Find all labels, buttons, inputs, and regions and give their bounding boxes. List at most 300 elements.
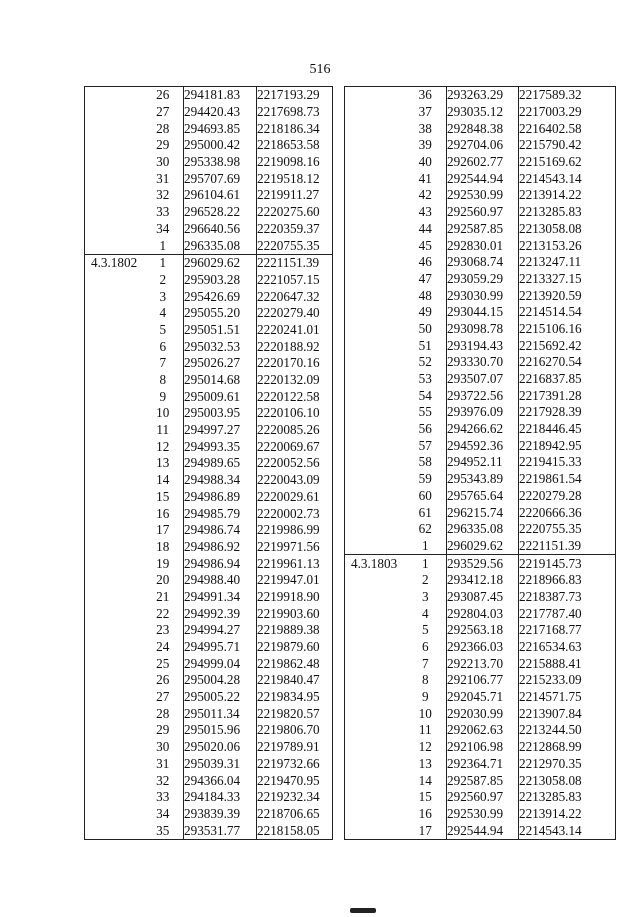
x-coordinate-cell: 295903.28: [184, 272, 257, 289]
x-coordinate-cell: 295005.22: [184, 689, 257, 706]
area-label-cell: [345, 454, 405, 471]
point-number-cell: 44: [418, 220, 432, 236]
x-coordinate-cell: 295026.27: [184, 355, 257, 372]
x-coordinate-cell: 295004.28: [184, 672, 257, 689]
point-number-cell: 28: [156, 120, 170, 136]
x-coordinate-cell: 294985.79: [184, 505, 257, 522]
x-coordinate-cell: 294366.04: [184, 772, 257, 789]
y-coordinate-cell: 2220069.67: [257, 438, 333, 455]
y-coordinate-cell: 2220755.35: [257, 237, 333, 254]
area-label-cell: [345, 655, 405, 672]
y-coordinate-cell: 2219415.33: [519, 454, 616, 471]
y-coordinate-cell: 2219145.73: [519, 555, 616, 572]
table-row: [85, 87, 333, 104]
y-coordinate-cell: 2216837.85: [519, 371, 616, 388]
area-label-cell: [85, 120, 143, 137]
table-row: [345, 170, 616, 187]
area-label-cell: [345, 154, 405, 171]
table-row: [345, 204, 616, 221]
y-coordinate-cell: 2215790.42: [519, 137, 616, 154]
x-coordinate-cell: 294266.62: [447, 421, 519, 438]
point-number-cell: 27: [156, 689, 170, 705]
x-coordinate-cell: 295039.31: [184, 756, 257, 773]
area-label-cell: [345, 538, 405, 555]
y-coordinate-cell: 2216402.58: [519, 120, 616, 137]
y-coordinate-cell: 2220275.60: [257, 204, 333, 221]
y-coordinate-cell: 2217193.29: [257, 87, 333, 104]
point-number-cell: 43: [418, 204, 432, 220]
table-row: [85, 472, 333, 489]
scan-mark: [350, 908, 376, 913]
y-coordinate-cell: 2212970.35: [519, 756, 616, 773]
x-coordinate-cell: 296104.61: [184, 187, 257, 204]
table-row: [85, 756, 333, 773]
area-label-cell: [345, 622, 405, 639]
x-coordinate-cell: 294995.71: [184, 639, 257, 656]
table-row: [345, 572, 616, 589]
table-row: [345, 521, 616, 538]
y-coordinate-cell: 2219911.27: [257, 187, 333, 204]
table-row: [345, 254, 616, 271]
table-row: [345, 404, 616, 421]
point-number-cell: 13: [418, 755, 432, 771]
y-coordinate-cell: 2218158.05: [257, 822, 333, 839]
x-coordinate-cell: 292366.03: [447, 639, 519, 656]
area-label-cell: [345, 822, 405, 839]
table-row: [85, 555, 333, 572]
area-label-cell: [85, 789, 143, 806]
area-label-cell: [345, 572, 405, 589]
area-label-cell: [345, 789, 405, 806]
x-coordinate-cell: 293044.15: [447, 304, 519, 321]
x-coordinate-cell: 292030.99: [447, 705, 519, 722]
area-label-cell: [85, 388, 143, 405]
table-row: [85, 120, 333, 137]
point-number-cell: 3: [159, 288, 167, 304]
area-label-cell: [85, 572, 143, 589]
table-row: [345, 337, 616, 354]
y-coordinate-cell: 2218653.58: [257, 137, 333, 154]
table-row: [85, 539, 333, 556]
x-coordinate-cell: 296528.22: [184, 204, 257, 221]
y-coordinate-cell: 2215106.16: [519, 321, 616, 338]
y-coordinate-cell: 2215233.09: [519, 672, 616, 689]
table-row: [85, 254, 333, 271]
area-label-cell: [85, 672, 143, 689]
x-coordinate-cell: 292560.97: [447, 204, 519, 221]
point-number-cell: 32: [156, 187, 170, 203]
table-row: [85, 272, 333, 289]
y-coordinate-cell: 2219732.66: [257, 756, 333, 773]
x-coordinate-cell: 295000.42: [184, 137, 257, 154]
y-coordinate-cell: 2219820.57: [257, 705, 333, 722]
y-coordinate-cell: 2219971.56: [257, 539, 333, 556]
x-coordinate-cell: 293529.56: [447, 555, 519, 572]
x-coordinate-cell: 295015.96: [184, 722, 257, 739]
table-row: [85, 170, 333, 187]
point-number-cell: 14: [156, 472, 170, 488]
y-coordinate-cell: 2220241.01: [257, 322, 333, 339]
table-row: [85, 104, 333, 121]
x-coordinate-cell: 294693.85: [184, 120, 257, 137]
table-row: [345, 739, 616, 756]
table-row: [345, 304, 616, 321]
area-label-cell: [345, 772, 405, 789]
table-row: [85, 187, 333, 204]
x-coordinate-cell: 296335.08: [184, 237, 257, 254]
y-coordinate-cell: 2220170.16: [257, 355, 333, 372]
area-label-cell: [85, 605, 143, 622]
table-row: [345, 287, 616, 304]
y-coordinate-cell: 2220647.32: [257, 288, 333, 305]
y-coordinate-cell: 2218706.65: [257, 806, 333, 823]
y-coordinate-cell: 2213153.26: [519, 237, 616, 254]
point-number-cell: 5: [159, 321, 167, 337]
area-label-cell: [345, 404, 405, 421]
point-number-cell: 33: [156, 204, 170, 220]
y-coordinate-cell: 2218966.83: [519, 572, 616, 589]
x-coordinate-cell: 293030.99: [447, 287, 519, 304]
area-label-cell: [85, 221, 143, 238]
point-number-cell: 37: [418, 104, 432, 120]
area-label-cell: [85, 372, 143, 389]
x-coordinate-cell: 292106.98: [447, 739, 519, 756]
table-row: [345, 639, 616, 656]
x-coordinate-cell: 295051.51: [184, 322, 257, 339]
y-coordinate-cell: 2220188.92: [257, 338, 333, 355]
y-coordinate-cell: 2220132.09: [257, 372, 333, 389]
point-number-cell: 28: [156, 705, 170, 721]
point-number-cell: 10: [156, 405, 170, 421]
y-coordinate-cell: 2221057.15: [257, 272, 333, 289]
point-number-cell: 45: [418, 237, 432, 253]
area-label-cell: [85, 187, 143, 204]
coordinates-table-left: [84, 86, 333, 840]
x-coordinate-cell: 293098.78: [447, 321, 519, 338]
x-coordinate-cell: 293059.29: [447, 271, 519, 288]
area-label-cell: [85, 322, 143, 339]
table-row: [345, 221, 616, 238]
table-row: [345, 806, 616, 823]
table-row: [85, 655, 333, 672]
point-number-cell: 2: [159, 271, 167, 287]
point-number-cell: 30: [156, 154, 170, 170]
table-row: [345, 722, 616, 739]
y-coordinate-cell: 2214514.54: [519, 304, 616, 321]
table-row: [345, 120, 616, 137]
point-number-cell: 18: [156, 538, 170, 554]
table-row: [85, 388, 333, 405]
table-row: [345, 756, 616, 773]
x-coordinate-cell: 295020.06: [184, 739, 257, 756]
x-coordinate-cell: 292602.77: [447, 154, 519, 171]
table-row: [345, 471, 616, 488]
table-row: [85, 772, 333, 789]
area-label-cell: [345, 170, 405, 187]
point-number-cell: 31: [156, 170, 170, 186]
table-row: [85, 204, 333, 221]
table-row: [345, 387, 616, 404]
y-coordinate-cell: 2213247.11: [519, 254, 616, 271]
point-number-cell: 8: [159, 372, 167, 388]
point-number-cell: 22: [156, 605, 170, 621]
table-row: [85, 489, 333, 506]
y-coordinate-cell: 2217391.28: [519, 387, 616, 404]
point-number-cell: 20: [156, 572, 170, 588]
area-label-cell: [85, 438, 143, 455]
x-coordinate-cell: 293412.18: [447, 572, 519, 589]
x-coordinate-cell: 292544.94: [447, 170, 519, 187]
point-number-cell: 16: [418, 805, 432, 821]
area-label-cell: [345, 304, 405, 321]
y-coordinate-cell: 2213058.08: [519, 221, 616, 238]
area-label-cell: [85, 489, 143, 506]
area-label-cell: [345, 187, 405, 204]
y-coordinate-cell: 2216270.54: [519, 354, 616, 371]
table-row: [85, 572, 333, 589]
table-row: [85, 822, 333, 839]
table-row: [345, 87, 616, 104]
table-row: [85, 137, 333, 154]
x-coordinate-cell: 292213.70: [447, 655, 519, 672]
area-label-cell: [85, 355, 143, 372]
area-label-cell: [345, 672, 405, 689]
table-row: [85, 622, 333, 639]
table-row: [85, 305, 333, 322]
point-number-cell: 29: [156, 137, 170, 153]
area-label-cell: [345, 806, 405, 823]
y-coordinate-cell: 2220279.28: [519, 488, 616, 505]
table-row: [85, 288, 333, 305]
y-coordinate-cell: 2219098.16: [257, 154, 333, 171]
table-row: [345, 622, 616, 639]
y-coordinate-cell: 2219986.99: [257, 522, 333, 539]
area-label-cell: [345, 605, 405, 622]
table-row: [345, 321, 616, 338]
x-coordinate-cell: 292530.99: [447, 187, 519, 204]
x-coordinate-cell: 295003.95: [184, 405, 257, 422]
area-label-cell: [345, 321, 405, 338]
x-coordinate-cell: 296640.56: [184, 221, 257, 238]
table-row: [345, 689, 616, 706]
area-label-cell: [85, 822, 143, 839]
x-coordinate-cell: 295343.89: [447, 471, 519, 488]
x-coordinate-cell: 292563.18: [447, 622, 519, 639]
point-number-cell: 62: [418, 521, 432, 537]
y-coordinate-cell: 2217003.29: [519, 104, 616, 121]
table-row: [85, 605, 333, 622]
x-coordinate-cell: 296335.08: [447, 521, 519, 538]
table-row: [85, 806, 333, 823]
y-coordinate-cell: 2214543.14: [519, 170, 616, 187]
x-coordinate-cell: 293976.09: [447, 404, 519, 421]
x-coordinate-cell: 296029.62: [447, 538, 519, 555]
table-row: [345, 538, 616, 555]
point-number-cell: 36: [405, 87, 447, 104]
area-label-cell: [345, 705, 405, 722]
x-coordinate-cell: 294993.35: [184, 438, 257, 455]
point-number-cell: 12: [156, 438, 170, 454]
point-number-cell: 7: [421, 655, 429, 671]
y-coordinate-cell: 2212868.99: [519, 739, 616, 756]
table-row: [345, 271, 616, 288]
table-row: [345, 421, 616, 438]
point-number-cell: 11: [418, 722, 432, 738]
x-coordinate-cell: 292544.94: [447, 822, 519, 839]
y-coordinate-cell: 2219518.12: [257, 170, 333, 187]
y-coordinate-cell: 2213914.22: [519, 187, 616, 204]
y-coordinate-cell: 2220279.40: [257, 305, 333, 322]
table-row: [345, 437, 616, 454]
point-number-cell: 61: [418, 504, 432, 520]
area-label-cell: [345, 722, 405, 739]
point-number-cell: 31: [156, 755, 170, 771]
point-number-cell: 34: [156, 220, 170, 236]
x-coordinate-cell: 292062.63: [447, 722, 519, 739]
table-row: [345, 504, 616, 521]
area-label-cell: [345, 287, 405, 304]
point-number-cell: 16: [156, 505, 170, 521]
y-coordinate-cell: 2220002.73: [257, 505, 333, 522]
x-coordinate-cell: 294986.74: [184, 522, 257, 539]
table-row: [345, 154, 616, 171]
y-coordinate-cell: 2220106.10: [257, 405, 333, 422]
area-label-cell: [85, 539, 143, 556]
point-number-cell: 9: [159, 388, 167, 404]
point-number-cell: 30: [156, 739, 170, 755]
y-coordinate-cell: 2218942.95: [519, 437, 616, 454]
point-number-cell: 26: [156, 672, 170, 688]
x-coordinate-cell: 293330.70: [447, 354, 519, 371]
y-coordinate-cell: 2219961.13: [257, 555, 333, 572]
point-number-cell: 35: [143, 822, 184, 839]
point-number-cell: 39: [418, 137, 432, 153]
y-coordinate-cell: 2218186.34: [257, 120, 333, 137]
area-label-cell: [85, 104, 143, 121]
point-number-cell: 51: [418, 337, 432, 353]
x-coordinate-cell: 293531.77: [184, 822, 257, 839]
y-coordinate-cell: 2219834.95: [257, 689, 333, 706]
y-coordinate-cell: 2213327.15: [519, 271, 616, 288]
area-label-cell: [85, 705, 143, 722]
area-label-cell: [345, 589, 405, 606]
area-label-cell: [345, 521, 405, 538]
x-coordinate-cell: 295032.53: [184, 338, 257, 355]
point-number-cell: 60: [418, 487, 432, 503]
x-coordinate-cell: 293068.74: [447, 254, 519, 271]
table-row: [85, 338, 333, 355]
x-coordinate-cell: 292848.38: [447, 120, 519, 137]
y-coordinate-cell: 2215692.42: [519, 337, 616, 354]
x-coordinate-cell: 294988.40: [184, 572, 257, 589]
point-number-cell: 26: [143, 87, 184, 104]
point-number-cell: 50: [418, 320, 432, 336]
y-coordinate-cell: 2220359.37: [257, 221, 333, 238]
table-row: [85, 589, 333, 606]
point-number-cell: 1: [143, 254, 184, 271]
y-coordinate-cell: 2219840.47: [257, 672, 333, 689]
area-label-cell: [85, 772, 143, 789]
table-row: [85, 405, 333, 422]
table-row: [345, 488, 616, 505]
x-coordinate-cell: 292704.06: [447, 137, 519, 154]
table-row: [345, 354, 616, 371]
table-row: [345, 555, 616, 572]
point-number-cell: 6: [159, 338, 167, 354]
table-row: [345, 789, 616, 806]
point-number-cell: 8: [421, 672, 429, 688]
area-label-cell: 4.3.1802: [85, 254, 143, 271]
point-number-cell: 10: [418, 705, 432, 721]
table-row: [345, 237, 616, 254]
point-number-cell: 34: [156, 805, 170, 821]
point-number-cell: 7: [159, 355, 167, 371]
y-coordinate-cell: 2220755.35: [519, 521, 616, 538]
area-label-cell: [345, 371, 405, 388]
x-coordinate-cell: 294952.11: [447, 454, 519, 471]
y-coordinate-cell: 2219918.90: [257, 589, 333, 606]
coordinates-table-right: [344, 86, 616, 840]
x-coordinate-cell: 292587.85: [447, 221, 519, 238]
y-coordinate-cell: 2213285.83: [519, 204, 616, 221]
table-row: [345, 589, 616, 606]
table-row: [345, 672, 616, 689]
area-label-cell: [85, 137, 143, 154]
y-coordinate-cell: 2217698.73: [257, 104, 333, 121]
table-row: [85, 789, 333, 806]
point-number-cell: 14: [418, 772, 432, 788]
y-coordinate-cell: 2213285.83: [519, 789, 616, 806]
area-label-cell: [85, 237, 143, 254]
point-number-cell: 4: [159, 305, 167, 321]
point-number-cell: 33: [156, 789, 170, 805]
area-label-cell: [345, 504, 405, 521]
y-coordinate-cell: 2213914.22: [519, 806, 616, 823]
y-coordinate-cell: 2213244.50: [519, 722, 616, 739]
x-coordinate-cell: 295707.69: [184, 170, 257, 187]
table-row: [85, 522, 333, 539]
point-number-cell: 12: [418, 739, 432, 755]
area-label-cell: [85, 170, 143, 187]
table-row: [85, 154, 333, 171]
y-coordinate-cell: 2219903.60: [257, 605, 333, 622]
table-row: [345, 772, 616, 789]
area-label-cell: [345, 120, 405, 137]
area-label-cell: [345, 756, 405, 773]
x-coordinate-cell: 292364.71: [447, 756, 519, 773]
table-row: [345, 822, 616, 839]
y-coordinate-cell: 2219789.91: [257, 739, 333, 756]
area-label-cell: [85, 505, 143, 522]
y-coordinate-cell: 2213058.08: [519, 772, 616, 789]
area-label-cell: [85, 639, 143, 656]
point-number-cell: 42: [418, 187, 432, 203]
x-coordinate-cell: 293087.45: [447, 589, 519, 606]
x-coordinate-cell: 294181.83: [184, 87, 257, 104]
x-coordinate-cell: 294989.65: [184, 455, 257, 472]
x-coordinate-cell: 292106.77: [447, 672, 519, 689]
y-coordinate-cell: 2219947.01: [257, 572, 333, 589]
table-row: [345, 454, 616, 471]
table-row: [85, 355, 333, 372]
table-row: [85, 237, 333, 254]
area-label-cell: [85, 288, 143, 305]
area-label-cell: [345, 104, 405, 121]
y-coordinate-cell: 2219862.48: [257, 655, 333, 672]
y-coordinate-cell: 2219806.70: [257, 722, 333, 739]
y-coordinate-cell: 2221151.39: [257, 254, 333, 271]
point-number-cell: 25: [156, 655, 170, 671]
